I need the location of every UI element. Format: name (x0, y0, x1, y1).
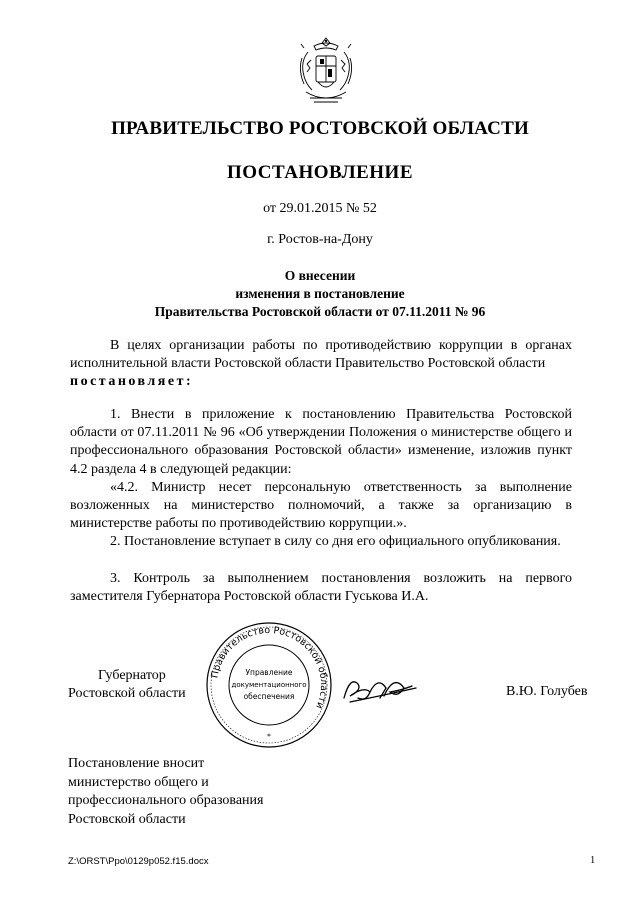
signatory-title-line-1: Губернатор (98, 668, 166, 683)
file-path: Z:\ORST\Ppo\0129p052.f15.docx (68, 856, 209, 867)
submitted-by-note (68, 755, 263, 829)
svg-text:*: * (267, 732, 271, 741)
subject-line-1: О внесении (284, 268, 356, 283)
note-line-4: Ростовской области (68, 811, 186, 827)
city: г. Ростов-на-Дону (267, 232, 373, 247)
item-2: 2. Постановление вступает в силу со дня его официального опубликования. (110, 534, 561, 549)
stamp-outer-text: Правительство Ростовской области (209, 624, 330, 711)
organization-title: ПРАВИТЕЛЬСТВО РОСТОВСКОЙ ОБЛАСТИ (111, 118, 529, 139)
note-line-3: профессионального образования (68, 793, 264, 809)
signatory-title-line-2: Ростовской области (68, 686, 186, 701)
stamp-inner-line-2: документационного (231, 681, 307, 689)
item-1: 1. Внести в приложение к постановлению Правительства Ростовской области от 07.11.2011 № 96 «Об утверждении Положения о министерстве общего и профессионального образования Ростовской области» изменение, изложив пункт 4.2 раздела 4 в следующей редакции: (70, 407, 572, 477)
intro-text: В целях организации работы по противодействию коррупции в органах исполнительной власти Ростовской области Правительство Ростовской области (70, 338, 572, 372)
signatory-title (68, 667, 186, 703)
item-1-quote: «4.2. Министр несет персональную ответственность за выполнение возложенных на министерство полномочий, а также за организацию в министерстве работы по противодействию коррупции.». (70, 480, 572, 532)
resolves-line (70, 373, 572, 391)
document-type: ПОСТАНОВЛЕНИЕ (226, 162, 414, 183)
resolves-word: постановляет: (70, 374, 194, 389)
page-number: 1 (590, 855, 596, 866)
stamp-inner-line-3: обеспечения (243, 692, 295, 701)
date-number: от 29.01.2015 № 52 (263, 201, 377, 216)
subject-line-3: Правительства Ростовской области от 07.11.2011 № 96 (154, 304, 486, 319)
stamp-inner-line-1: Управление (245, 668, 293, 677)
document-subject (0, 267, 640, 321)
coat-of-arms-icon (296, 36, 356, 110)
signatory-name: В.Ю. Голубев (506, 684, 588, 699)
subject-line-2: изменения в постановление (235, 286, 405, 301)
note-line-1: Постановление вносит (68, 756, 205, 771)
intro-paragraph (70, 337, 572, 373)
note-line-2: министерство общего и (68, 774, 209, 790)
item-3: 3. Контроль за выполнением постановления возложить на первого заместителя Губернатора Ростовской области Гуськова И.А. (70, 571, 572, 605)
official-stamp (204, 620, 334, 750)
handwritten-signature (340, 670, 430, 710)
